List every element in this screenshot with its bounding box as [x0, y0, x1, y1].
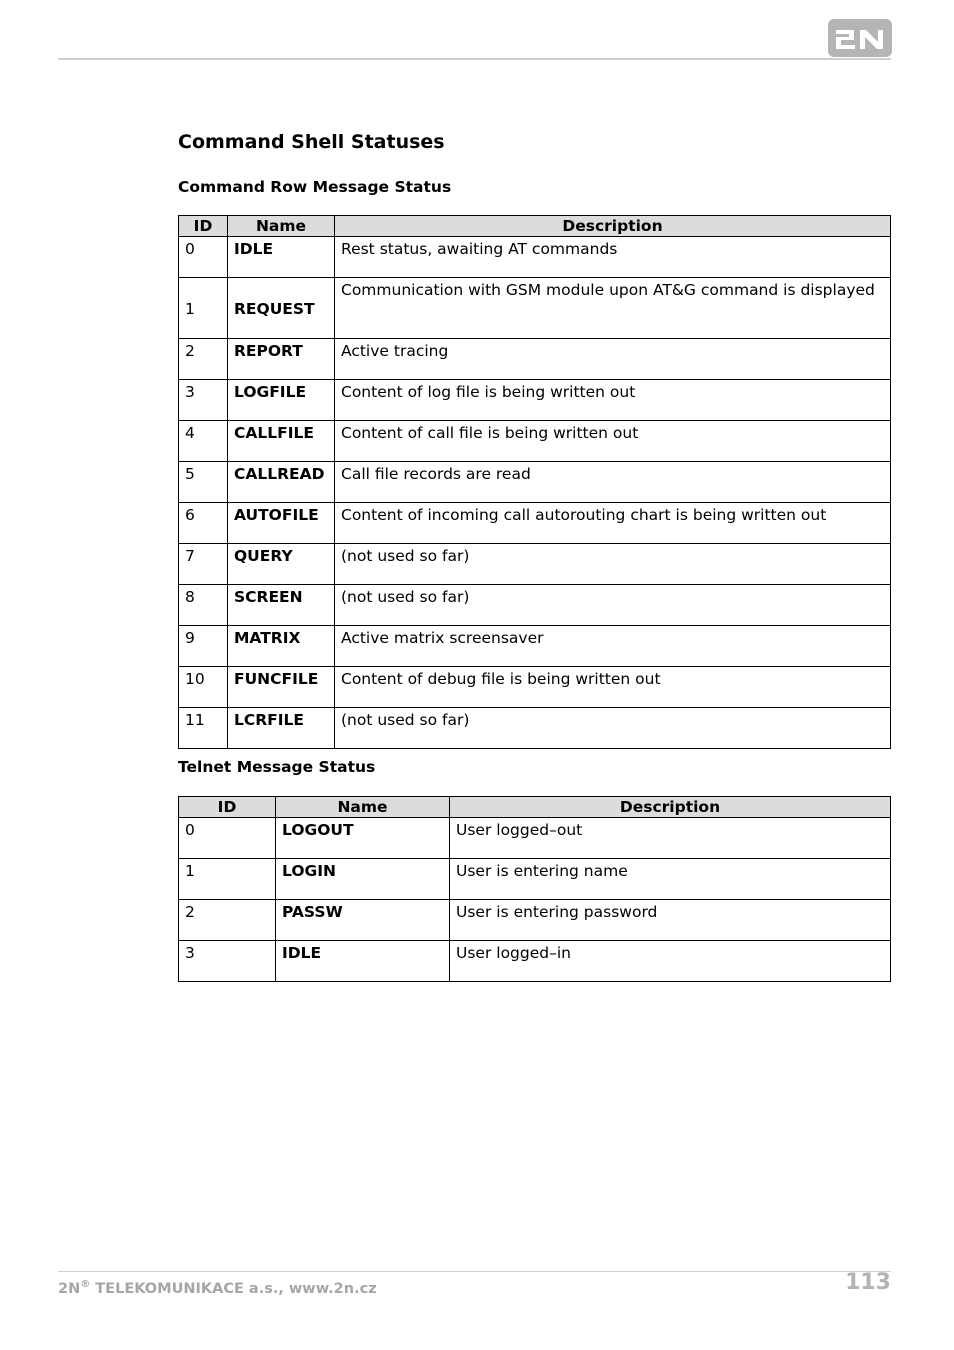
table-header-row: [179, 216, 891, 237]
command-row-section-title: Command Row Message Status: [178, 178, 452, 196]
table-row: [179, 626, 891, 667]
page-title: Command Shell Statuses: [178, 131, 445, 153]
table-row: [179, 339, 891, 380]
cell-id: 3: [179, 380, 228, 421]
cell-description: User logged–in: [450, 941, 891, 982]
column-header-id: ID: [179, 216, 228, 237]
cell-description: Active matrix screensaver: [335, 626, 891, 667]
column-header-description: Description: [450, 797, 891, 818]
cell-description: User logged–out: [450, 818, 891, 859]
cell-name: FUNCFILE: [228, 667, 335, 708]
cell-id: 10: [179, 667, 228, 708]
cell-id: 6: [179, 503, 228, 544]
telnet-status-table: [178, 796, 891, 982]
cell-description: User is entering name: [450, 859, 891, 900]
table-row: [179, 585, 891, 626]
table-row: [179, 708, 891, 749]
cell-name: LOGIN: [276, 859, 450, 900]
cell-description: (not used so far): [335, 544, 891, 585]
cell-name: REQUEST: [228, 278, 335, 339]
table-row: [179, 421, 891, 462]
table-row: [179, 818, 891, 859]
cell-id: 5: [179, 462, 228, 503]
cell-description: (not used so far): [335, 708, 891, 749]
column-header-description: Description: [335, 216, 891, 237]
cell-id: 4: [179, 421, 228, 462]
footer-company-text: TELEKOMUNIKACE a.s., www.2n.cz: [90, 1280, 377, 1297]
registered-mark: ®: [80, 1279, 91, 1290]
table-row: [179, 544, 891, 585]
cell-id: 9: [179, 626, 228, 667]
cell-id: 0: [179, 818, 276, 859]
table-row: [179, 503, 891, 544]
page-number: 113: [845, 1270, 891, 1295]
table-row: [179, 859, 891, 900]
footer-company: [58, 1279, 377, 1297]
cell-name: CALLREAD: [228, 462, 335, 503]
footer-brand: 2N: [58, 1280, 81, 1297]
cell-description: (not used so far): [335, 585, 891, 626]
cell-id: 2: [179, 900, 276, 941]
cell-id: 3: [179, 941, 276, 982]
cell-description: Communication with GSM module upon AT&G command is displayed: [335, 278, 891, 339]
column-header-id: ID: [179, 797, 276, 818]
cell-id: 1: [179, 859, 276, 900]
2n-logo: [828, 19, 892, 57]
telnet-section-title: Telnet Message Status: [178, 758, 376, 776]
cell-name: LCRFILE: [228, 708, 335, 749]
cell-name: MATRIX: [228, 626, 335, 667]
cell-description: Call file records are read: [335, 462, 891, 503]
cell-id: 7: [179, 544, 228, 585]
cell-id: 8: [179, 585, 228, 626]
table-row: [179, 941, 891, 982]
cell-id: 2: [179, 339, 228, 380]
table-row: [179, 462, 891, 503]
cell-id: 11: [179, 708, 228, 749]
cell-description: Content of call file is being written out: [335, 421, 891, 462]
cell-name: CALLFILE: [228, 421, 335, 462]
table-header-row: [179, 797, 891, 818]
cell-name: LOGFILE: [228, 380, 335, 421]
table-row: [179, 380, 891, 421]
cell-description: Content of incoming call autorouting chart is being written out: [335, 503, 891, 544]
column-header-name: Name: [276, 797, 450, 818]
cell-name: REPORT: [228, 339, 335, 380]
cell-description: Content of log file is being written out: [335, 380, 891, 421]
command-row-status-table: [178, 215, 891, 749]
cell-id: 0: [179, 237, 228, 278]
table-row: [179, 900, 891, 941]
cell-name: IDLE: [228, 237, 335, 278]
column-header-name: Name: [228, 216, 335, 237]
table-row: [179, 667, 891, 708]
cell-name: AUTOFILE: [228, 503, 335, 544]
cell-name: LOGOUT: [276, 818, 450, 859]
table-row: [179, 237, 891, 278]
footer-rule: [58, 1271, 891, 1272]
header-rule: [58, 58, 891, 60]
cell-name: IDLE: [276, 941, 450, 982]
cell-description: Active tracing: [335, 339, 891, 380]
cell-name: SCREEN: [228, 585, 335, 626]
cell-id: 1: [179, 278, 228, 339]
cell-description: Content of debug file is being written out: [335, 667, 891, 708]
cell-name: QUERY: [228, 544, 335, 585]
cell-description: Rest status, awaiting AT commands: [335, 237, 891, 278]
cell-name: PASSW: [276, 900, 450, 941]
table-row: [179, 278, 891, 339]
cell-description: User is entering password: [450, 900, 891, 941]
